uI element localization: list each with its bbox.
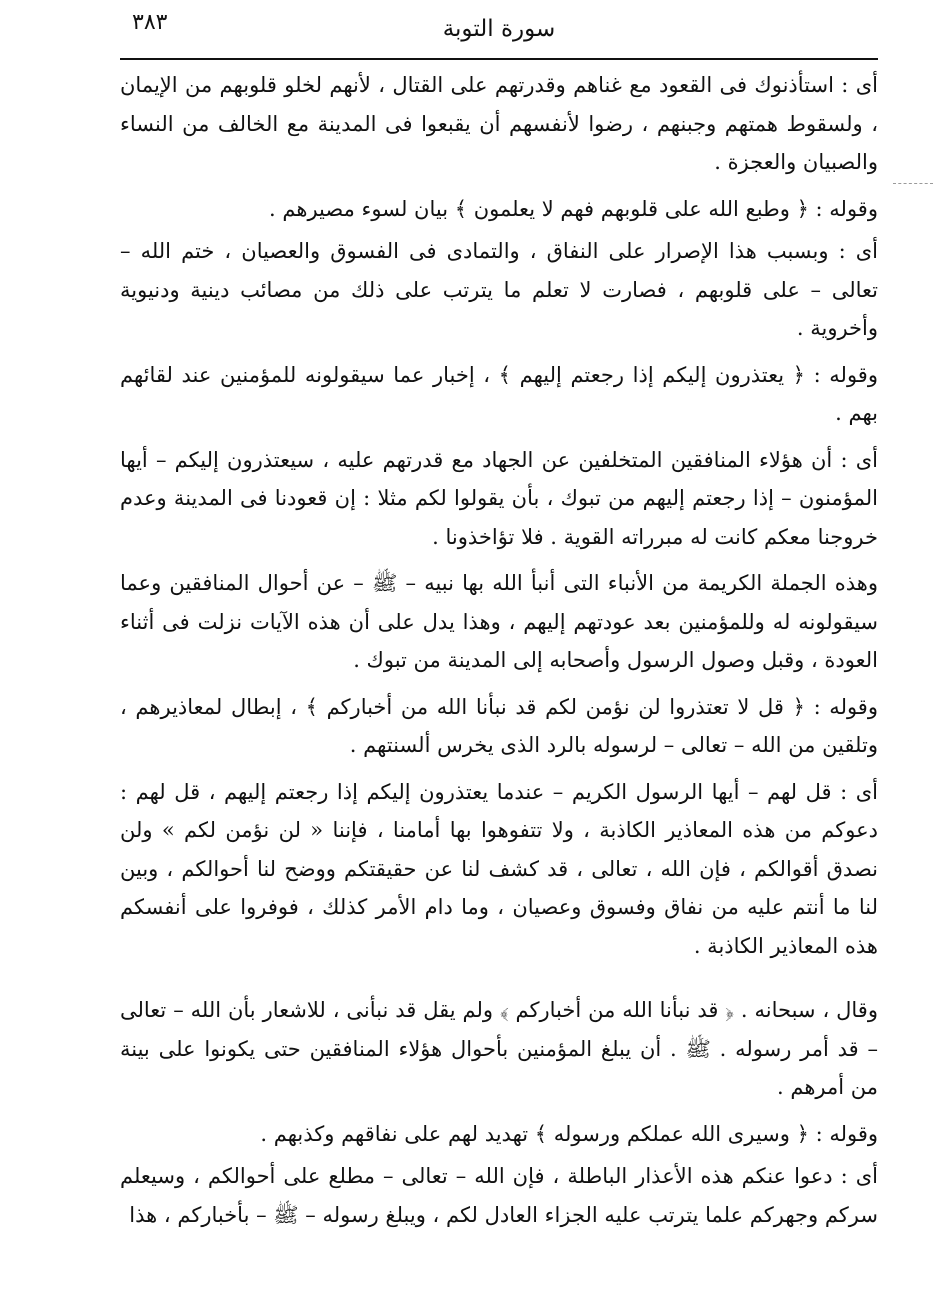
paragraph-4: وقوله : ﴿ يعتذرون إليكم إذا رجعتم إليهم ﴾ ، إخبار عما سيقولونه للمؤمنين عند لقائهم بهم . — [120, 362, 878, 425]
paragraph-6: وهذه الجملة الكريمة من الأنباء التى أنبأ الله بها نبيه – ﷺ – عن أحوال المنافقين وعما سيقولونه له وللمؤمنين بعد عودتهم إليهم ، وهذا يدل على أن هذه الآيات نزلت فى أثناء العودة ، وقبل وصول الرسول وأصحابه إلى المدينة من تبوك . — [120, 571, 878, 672]
page-header — [120, 6, 878, 56]
paragraph-7: وقوله : ﴿ قل لا تعتذروا لن نؤمن لكم قد نبأنا الله من أخباركم ﴾ ، إبطال لمعاذيرهم ، وتلقين من الله – تعالى – لرسوله بالرد الذى يخرس ألسنتهم . — [120, 694, 878, 757]
margin-mark — [893, 183, 933, 184]
paragraph-1: أى : استأذنوك فى القعود مع غناهم وقدرتهم على القتال ، لأنهم لخلو قلوبهم من الإيمان ، ولسقوط همتهم وجبنهم ، رضوا لأنفسهم أن يقبعوا فى المدينة مع الخالف من النساء والصبيان والعجزة . — [120, 73, 878, 174]
paragraph-9: وقال ، سبحانه . ﴿ قد نبأنا الله من أخباركم ﴾ ولم يقل قد نبأنى ، للاشعار بأن الله – تعالى – قد أمر رسوله . ﷺ . أن يبلغ المؤمنين بأحوال هؤلاء المنافقين حتى يكونوا على بينة من أمرهم . — [120, 998, 878, 1099]
paragraph-5: أى : أن هؤلاء المنافقين المتخلفين عن الجهاد مع قدرتهم عليه ، سيعتذرون إليكم – أيها المؤمنون – إذا رجعتم إليهم من تبوك ، بأن يقولوا لكم مثلا : إن قعودنا فى المدينة وعدم خروجنا معكم كانت له مبرراته القوية . فلا تؤاخذونا . — [120, 447, 878, 549]
paragraph-8: أى : قل لهم – أيها الرسول الكريم – عندما يعتذرون إليكم إذا رجعتم إليهم ، قل لهم : دعوكم من هذه المعاذير الكاذبة ، ولا تتفوهوا بها أمامنا ، فإننا « لن نؤمن لكم » ولن نصدق أقوالكم ، فإن الله ، تعالى ، قد كشف لنا عن حقيقتكم ووضح لنا أحوالكم ، وبين لنا ما أنتم عليه من نفاق وفسوق وعصيان ، وما دام الأمر كذلك ، فوفروا على أنفسكم هذه المعاذير الكاذبة . — [120, 779, 878, 958]
paragraph-2: وقوله : ﴿ وطبع الله على قلوبهم فهم لا يعلمون ﴾ بيان لسوء مصيرهم . — [269, 196, 878, 221]
surah-title: سورة التوبة — [442, 16, 556, 42]
header-divider — [120, 58, 878, 60]
page-number: ٣٨٣ — [132, 10, 168, 35]
commentary-body — [120, 66, 878, 1242]
paragraph-10: وقوله : ﴿ وسيرى الله عملكم ورسوله ﴾ تهديد لهم على نفاقهم وكذبهم . — [260, 1121, 878, 1146]
paragraph-3: أى : وبسبب هذا الإصرار على النفاق ، والتمادى فى الفسوق والعصيان ، ختم الله – تعالى – على قلوبهم ، فصارت لا تعلم ما يترتب على ذلك من مصائب دينية ودنيوية وأخروية . — [120, 239, 878, 340]
paragraph-11: أى : دعوا عنكم هذه الأعذار الباطلة ، فإن الله – تعالى – مطلع على أحوالكم ، وسيعلم سركم وجهركم علما يترتب عليه الجزاء العادل لكم ، ويبلغ رسوله – ﷺ – بأخباركم ، هذا — [120, 1164, 878, 1227]
